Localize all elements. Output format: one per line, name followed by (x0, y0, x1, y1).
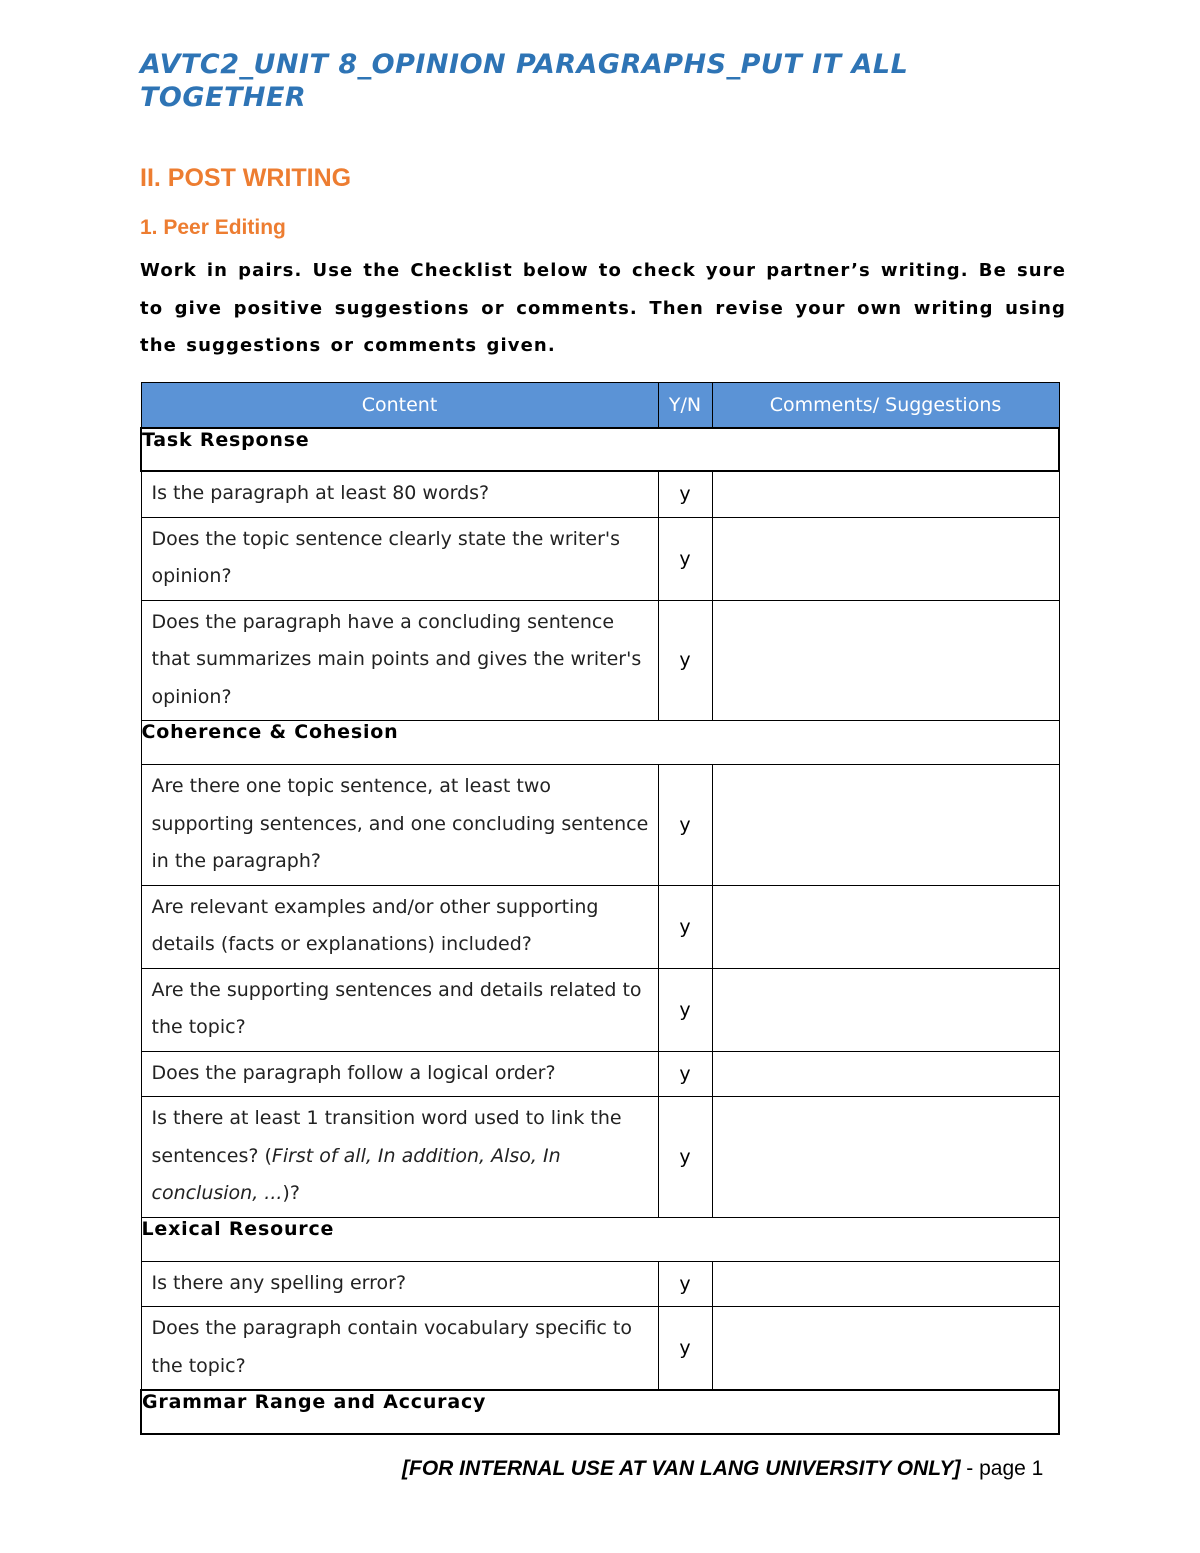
table-row (141, 1307, 1059, 1391)
peer-editing-checklist (140, 382, 1060, 1435)
table-row (141, 600, 1059, 721)
header-comments: Comments/ Suggestions (712, 383, 1059, 429)
question-cell: Are the supporting sentences and details related to the topic? (141, 968, 658, 1051)
instructions-text: Work in pairs. Use the Checklist below to check your partner’s writing. Be sure to give positive suggestions or comments. Then revise your own writing using the suggestions or comments given. (140, 260, 1066, 356)
subsection-heading: 1. Peer Editing (140, 216, 286, 239)
answer-cell[interactable]: y (658, 1261, 712, 1307)
table-row (141, 1051, 1059, 1097)
table-row (141, 968, 1059, 1051)
table-row (141, 1261, 1059, 1307)
answer-cell[interactable]: y (658, 1307, 712, 1391)
answer-cell[interactable]: y (658, 1051, 712, 1097)
section-label: Grammar Range and Accuracy (141, 1390, 1059, 1434)
section-heading: II. POST WRITING (140, 164, 352, 192)
answer-cell[interactable]: y (658, 968, 712, 1051)
table-row (141, 1097, 1059, 1218)
comment-cell[interactable] (712, 1051, 1059, 1097)
question-text: Is there at least 1 transition word used to link the sentences? ( (151, 1107, 622, 1167)
question-cell: Does the paragraph follow a logical order? (141, 1051, 658, 1097)
answer-cell[interactable]: y (658, 1097, 712, 1218)
section-label: Task Response (141, 428, 1059, 471)
header-yn: Y/N (658, 383, 712, 429)
question-cell: Does the topic sentence clearly state the writer's opinion? (141, 517, 658, 600)
section-row-task (141, 428, 1059, 471)
answer-cell[interactable]: y (658, 517, 712, 600)
table-row (141, 765, 1059, 886)
answer-cell[interactable]: y (658, 600, 712, 721)
table-row (141, 517, 1059, 600)
answer-cell[interactable]: y (658, 765, 712, 886)
page-number: - page 1 (960, 1457, 1044, 1480)
question-cell: Are relevant examples and/or other supporting details (facts or explanations) included? (141, 885, 658, 968)
document-title: AVTC2_UNIT 8_OPINION PARAGRAPHS_PUT IT ALL TOGETHER (140, 49, 909, 113)
answer-cell[interactable]: y (658, 885, 712, 968)
header-content: Content (141, 383, 658, 429)
comment-cell[interactable] (712, 471, 1059, 517)
comment-cell[interactable] (712, 1307, 1059, 1391)
comment-cell[interactable] (712, 1097, 1059, 1218)
section-row-coherence (141, 721, 1059, 765)
question-cell: Is there any spelling error? (141, 1261, 658, 1307)
section-row-lexical (141, 1217, 1059, 1261)
comment-cell[interactable] (712, 1261, 1059, 1307)
comment-cell[interactable] (712, 885, 1059, 968)
table-header-row (141, 383, 1059, 429)
section-label: Lexical Resource (141, 1217, 1059, 1261)
transition-examples: First of all, In addition, Also, In conclusion, ... (151, 1144, 561, 1204)
comment-cell[interactable] (712, 765, 1059, 886)
section-row-grammar (141, 1390, 1059, 1434)
comment-cell[interactable] (712, 968, 1059, 1051)
table-row (141, 885, 1059, 968)
comment-cell[interactable] (712, 600, 1059, 721)
question-text-end: )? (282, 1182, 300, 1204)
question-cell: Is the paragraph at least 80 words? (141, 471, 658, 517)
question-cell: Are there one topic sentence, at least two supporting sentences, and one concluding sentence in the paragraph? (141, 765, 658, 886)
comment-cell[interactable] (712, 517, 1059, 600)
section-label: Coherence & Cohesion (141, 721, 1059, 765)
question-cell: Does the paragraph contain vocabulary specific to the topic? (141, 1307, 658, 1391)
page-footer (402, 1457, 1043, 1481)
table-row (141, 471, 1059, 517)
question-cell: Does the paragraph have a concluding sentence that summarizes main points and gives the writer's opinion? (141, 600, 658, 721)
footer-notice: [FOR INTERNAL USE AT VAN LANG UNIVERSITY ONLY] (402, 1457, 961, 1480)
answer-cell[interactable]: y (658, 471, 712, 517)
question-cell (141, 1097, 658, 1218)
